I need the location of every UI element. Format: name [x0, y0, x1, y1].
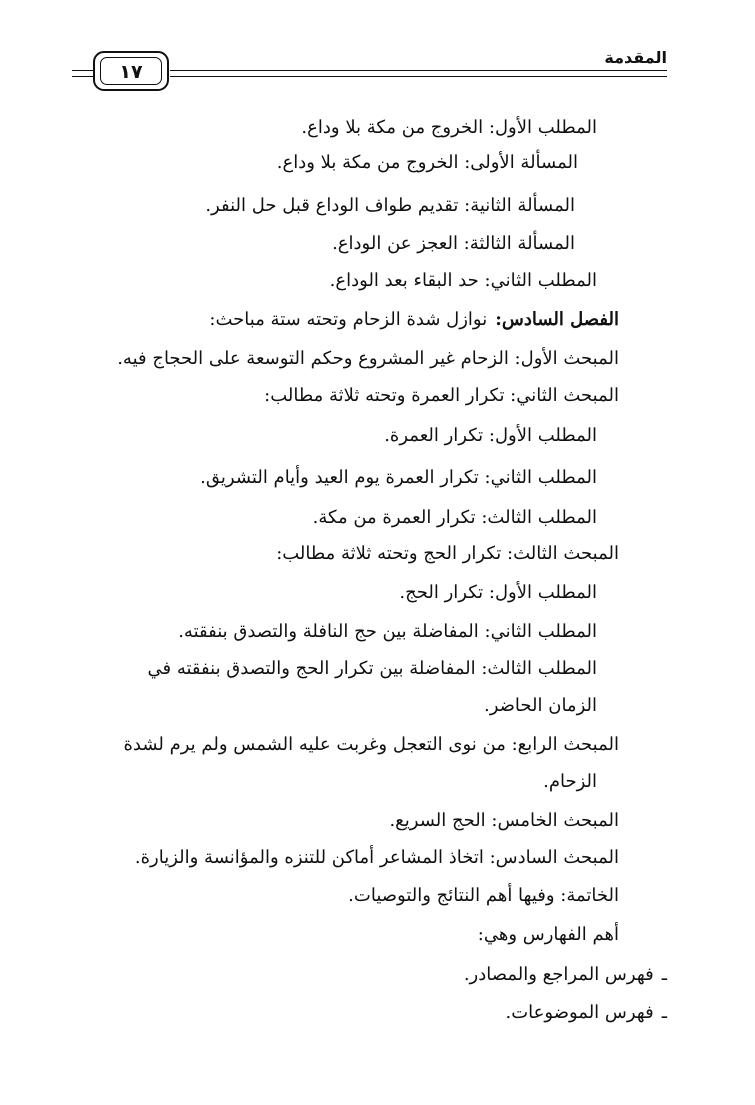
header-rule-left-upper	[72, 70, 93, 71]
toc-line	[209, 308, 619, 332]
toc-line: المبحث الخامس: الحج السريع.	[389, 810, 619, 831]
list-dash: ـ	[661, 964, 667, 985]
toc-line: المطلب الأول: تكرار الحج.	[399, 582, 597, 603]
list-dash: ـ	[661, 1002, 667, 1023]
page-number: ١٧	[119, 61, 143, 83]
list-item-text: فهرس المراجع والمصادر.	[463, 964, 654, 985]
toc-line: المبحث الأول: الزحام غير المشروع وحكم التوسعة على الحجاج فيه.	[117, 348, 619, 369]
chapter-heading: الفصل السادس:	[495, 309, 619, 330]
header-rule-left-lower	[72, 76, 93, 77]
toc-line: المطلب الثالث: المفاضلة بين تكرار الحج والتصدق بنفقته في	[147, 658, 597, 679]
list-item-text: فهرس الموضوعات.	[505, 1002, 654, 1023]
toc-line	[506, 1001, 667, 1025]
toc-line: المسألة الأولى: الخروج من مكة بلا وداع.	[276, 152, 578, 173]
toc-line: المسألة الثانية: تقديم طواف الوداع قبل حل النفر.	[205, 195, 575, 216]
toc-line: الزحام.	[543, 771, 597, 792]
toc-line	[464, 963, 667, 987]
toc-line: المبحث السادس: اتخاذ المشاعر أماكن للتنزه والمؤانسة والزيارة.	[134, 847, 619, 868]
toc-line: المسألة الثالثة: العجز عن الوداع.	[332, 233, 575, 254]
chapter-description: نوازل شدة الزحام وتحته ستة مباحث:	[209, 309, 488, 330]
header-rule-lower	[170, 76, 667, 77]
toc-line: الزمان الحاضر.	[483, 695, 597, 716]
toc-line: المطلب الأول: تكرار العمرة.	[384, 425, 597, 446]
toc-line: المطلب الأول: الخروج من مكة بلا وداع.	[301, 117, 597, 138]
toc-line: المبحث الرابع: من نوى التعجل وغربت عليه الشمس ولم يرم لشدة	[123, 734, 619, 755]
toc-line: المطلب الثاني: تكرار العمرة يوم العيد وأيام التشريق.	[200, 467, 597, 488]
toc-line: المطلب الثاني: حد البقاء بعد الوداع.	[329, 270, 597, 291]
toc-line: أهم الفهارس وهي:	[477, 924, 619, 945]
toc-line: المطلب الثاني: المفاضلة بين حج النافلة والتصدق بنفقته.	[178, 621, 597, 642]
toc-line: الخاتمة: وفيها أهم النتائج والتوصيات.	[348, 885, 619, 906]
section-title: المقدمة	[604, 48, 667, 67]
toc-line: المطلب الثالث: تكرار العمرة من مكة.	[312, 507, 597, 528]
page-number-frame	[93, 51, 169, 91]
header-rule-upper	[170, 70, 667, 71]
toc-line: المبحث الثالث: تكرار الحج وتحته ثلاثة مطالب:	[276, 543, 619, 564]
toc-line: المبحث الثاني: تكرار العمرة وتحته ثلاثة مطالب:	[264, 385, 619, 406]
